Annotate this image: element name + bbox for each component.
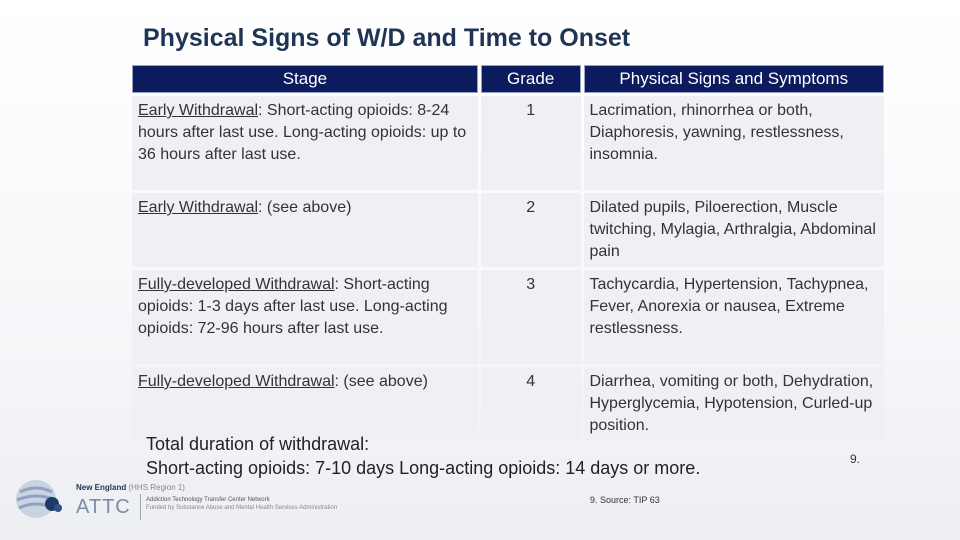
logo-divider	[140, 494, 141, 520]
stage-cell	[132, 367, 478, 441]
header-symptoms: Physical Signs and Symptoms	[584, 65, 885, 93]
symptoms-cell: Dilated pupils, Piloerection, Muscle twitching, Mylagia, Arthralgia, Abdominal pain	[584, 193, 885, 267]
stage-label: Fully-developed Withdrawal	[138, 373, 335, 390]
symptoms-cell: Lacrimation, rhinorrhea or both, Diaphoresis, yawning, restlessness, insomnia.	[584, 96, 885, 190]
total-duration-note	[146, 432, 700, 480]
grade-cell: 2	[481, 193, 581, 267]
logo-region: New England (HHS Region 1)	[76, 483, 185, 492]
logo-network: Addiction Technology Transfer Center Network Funded by Substance Abuse and Mental Health Services Administration	[146, 497, 338, 511]
header-grade: Grade	[481, 65, 581, 93]
total-duration-values: Short-acting opioids: 7-10 days Long-acting opioids: 14 days or more.	[146, 458, 701, 478]
grade-cell: 4	[481, 367, 581, 441]
page-number: 9.	[850, 452, 861, 466]
withdrawal-table	[129, 62, 887, 444]
stage-text: : Short-acting opioids: 8-24 hours after last use. Long-acting opioids: up to 36 hours after last use.	[138, 102, 467, 163]
grade-cell: 1	[481, 96, 581, 190]
stage-text: : Short-acting opioids: 1-3 days after last use. Long-acting opioids: 72-96 hours after last use.	[138, 276, 448, 337]
grade-cell: 3	[481, 270, 581, 364]
logo-name: ATTC	[76, 496, 131, 518]
table-row	[132, 367, 884, 441]
slide-title: Physical Signs of W/D and Time to Onset	[143, 24, 631, 52]
globe-icon	[12, 478, 68, 520]
table-row	[132, 193, 884, 267]
header-stage: Stage	[132, 65, 478, 93]
stage-label: Fully-developed Withdrawal	[138, 276, 335, 293]
table-row	[132, 270, 884, 364]
table-row	[132, 96, 884, 190]
attc-logo	[6, 474, 338, 522]
symptoms-cell: Diarrhea, vomiting or both, Dehydration, Hyperglycemia, Hypotension, Curled-up position.	[584, 367, 885, 441]
stage-text: : (see above)	[258, 199, 352, 216]
table-header-row	[132, 65, 884, 93]
stage-cell	[132, 270, 478, 364]
symptoms-cell: Tachycardia, Hypertension, Tachypnea, Fever, Anorexia or nausea, Extreme restlessness.	[584, 270, 885, 364]
source-footnote: 9. Source: TIP 63	[590, 495, 660, 505]
stage-label: Early Withdrawal	[138, 199, 259, 216]
stage-cell	[132, 96, 478, 190]
total-duration-heading: Total duration of withdrawal:	[146, 434, 370, 454]
stage-cell	[132, 193, 478, 267]
stage-label: Early Withdrawal	[138, 102, 259, 119]
stage-text: : (see above)	[334, 373, 428, 390]
